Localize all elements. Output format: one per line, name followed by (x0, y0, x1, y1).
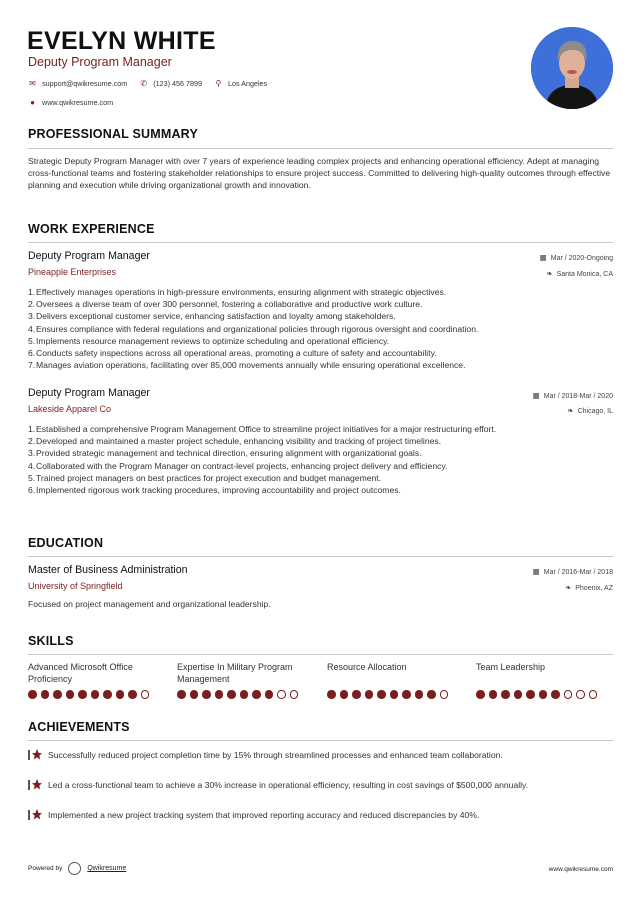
rating-dot-filled (352, 690, 361, 699)
rating-dot-filled (215, 690, 224, 699)
phone-icon: ✆ (140, 79, 148, 88)
contact-website[interactable] (28, 98, 113, 107)
candidate-title: Deputy Program Manager (28, 55, 172, 69)
skill-name: Team Leadership (476, 662, 546, 672)
skill-rating (476, 690, 601, 699)
avatar-portrait (531, 27, 613, 109)
education-dates: ▦ Mar / 2016-Mar / 2018 (532, 567, 613, 576)
education-note: Focused on project management and organizational leadership. (28, 599, 271, 609)
skill-rating (28, 690, 153, 699)
divider (28, 740, 613, 741)
star-icon (28, 749, 48, 761)
rating-dot-empty (290, 690, 299, 699)
rating-dot-empty (589, 690, 598, 699)
rating-dot-filled (501, 690, 510, 699)
rating-dot-filled (116, 690, 125, 699)
brand-link[interactable]: Qwikresume (87, 865, 127, 872)
rating-dot-filled (252, 690, 261, 699)
degree-title: Master of Business Administration (28, 564, 188, 576)
rating-dot-empty (440, 690, 449, 699)
rating-dot-filled (66, 690, 75, 699)
list-item: 6. Implemented rigorous work tracking procedures, improving accountability and project outcomes. (28, 485, 401, 496)
rating-dot-filled (53, 690, 62, 699)
star-icon (28, 779, 48, 791)
qwikresume-logo-icon (68, 862, 81, 875)
job-title: Deputy Program Manager (28, 250, 150, 262)
achievement-item: Successfully reduced project completion time by 15% through streamlined processes and enhanced team collaboration. (28, 749, 613, 761)
rating-dot-filled (402, 690, 411, 699)
contact-phone (139, 79, 202, 88)
section-title-summary: PROFESSIONAL SUMMARY (28, 127, 198, 141)
list-item: 1. Established a comprehensive Program Management Office to streamline project initiatives for a major restructuring effort. (28, 424, 497, 434)
list-item: 6. Conducts safety inspections across all operational areas, promoting a culture of safety and accountability. (28, 348, 437, 359)
list-item: 5. Implements resource management reviews to optimize scheduling and operational efficiency. (28, 335, 390, 346)
summary-text: Strategic Deputy Program Manager with over 7 years of experience leading complex projects and enhancing operational efficiency. Adept at managing cross-functional teams and fostering stakeholder relationships to ensure project success. Committed to delivering high-quality outcomes through effective planning and execution while driving organizational growth and innovation. (28, 156, 611, 191)
phone-text: (123) 456 7899 (153, 79, 202, 88)
rating-dot-filled (415, 690, 424, 699)
candidate-name: EVELYN WHITE (27, 27, 216, 55)
job-location: ❧ Santa Monica, CA (546, 269, 613, 278)
rating-dot-filled (427, 690, 436, 699)
list-item: 3. Delivers exceptional customer service, enhancing satisfaction and loyalty among stakeholders. (28, 311, 396, 322)
job-dates: ▦ Mar / 2020-Ongoing (539, 253, 613, 262)
list-item: 3. Provided strategic management and technical direction, ensuring alignment with organizational goals. (28, 448, 422, 459)
rating-dot-filled (103, 690, 112, 699)
rating-dot-filled (539, 690, 548, 699)
job-bullets (28, 286, 613, 371)
skill-name: Resource Allocation (327, 662, 407, 672)
rating-dot-filled (390, 690, 399, 699)
rating-dot-filled (177, 690, 186, 699)
job-title: Deputy Program Manager (28, 387, 150, 399)
contact-row (28, 79, 279, 88)
skill-rating (327, 690, 452, 699)
footer-powered-by (28, 862, 126, 875)
contact-email[interactable] (28, 79, 127, 88)
calendar-icon: ▦ (532, 391, 540, 400)
rating-dot-filled (190, 690, 199, 699)
section-title-education: EDUCATION (28, 536, 104, 550)
rating-dot-filled (365, 690, 374, 699)
list-item: 2. Oversees a diverse team of over 300 personnel, fostering a collaborative and productive work culture. (28, 299, 423, 310)
job-company: Lakeside Apparel Co (28, 404, 112, 414)
divider (28, 242, 613, 243)
job-company: Pineapple Enterprises (28, 267, 117, 277)
contact-row-website (28, 98, 125, 107)
rating-dot-empty (576, 690, 585, 699)
rating-dot-filled (128, 690, 137, 699)
job-bullets (28, 423, 613, 496)
rating-dot-empty (141, 690, 150, 699)
divider (28, 556, 613, 557)
website-text: www.qwikresume.com (42, 98, 114, 107)
skill-name: Expertise In Military Program Management (177, 662, 293, 684)
rating-dot-filled (551, 690, 560, 699)
education-location: ❧ Phoenix, AZ (564, 583, 613, 592)
rating-dot-filled (377, 690, 386, 699)
rating-dot-filled (41, 690, 50, 699)
location-text: Los Angeles (227, 79, 268, 88)
achievement-item: Led a cross-functional team to achieve a 30% increase in operational efficiency, resulting in cost savings of $500,000 annually. (28, 779, 613, 791)
calendar-icon: ▦ (539, 253, 547, 262)
divider (28, 654, 613, 655)
avatar (531, 27, 613, 109)
rating-dot-filled (240, 690, 249, 699)
rating-dot-filled (78, 690, 87, 699)
list-item: 1. Effectively manages operations in high-pressure environments, ensuring alignment with strategic objectives. (28, 287, 447, 297)
list-item: 4. Ensures compliance with federal regulations and organizational policies through rigorous oversight and coordination. (28, 323, 479, 334)
achievement-item: Implemented a new project tracking system that improved reporting accuracy and reduced discrepancies by 40%. (28, 809, 613, 821)
list-item: 7. Manages aviation operations, facilitating over 85,000 movements annually while ensuring operational excellence. (28, 360, 466, 371)
calendar-icon: ▦ (532, 567, 540, 576)
pushpin-icon: ❧ (567, 406, 574, 415)
map-pin-icon: ⚲ (215, 79, 222, 88)
list-item: 4. Collaborated with the Program Manager on contract-level projects, enhancing project delivery and efficiency. (28, 460, 448, 471)
rating-dot-filled (327, 690, 336, 699)
powered-by-label: Powered by (28, 865, 63, 872)
section-title-experience: WORK EXPERIENCE (28, 222, 155, 236)
envelope-icon: ✉ (29, 79, 36, 88)
rating-dot-empty (277, 690, 286, 699)
section-title-achievements: ACHIEVEMENTS (28, 720, 130, 734)
rating-dot-filled (227, 690, 236, 699)
job-location: ❧ Chicago, IL (567, 406, 613, 415)
rating-dot-filled (526, 690, 535, 699)
rating-dot-filled (340, 690, 349, 699)
rating-dot-filled (202, 690, 211, 699)
section-title-skills: SKILLS (28, 634, 74, 648)
globe-icon: ● (30, 98, 35, 107)
list-item: 2. Developed and maintained a master project schedule, enhancing visibility and tracking of project timelines. (28, 436, 442, 447)
list-item: 5. Trained project managers on best practices for project execution and budget management. (28, 472, 382, 483)
pushpin-icon: ❧ (564, 583, 572, 592)
skill-rating (177, 690, 302, 699)
rating-dot-filled (476, 690, 485, 699)
rating-dot-filled (265, 690, 274, 699)
star-icon (28, 809, 48, 821)
rating-dot-filled (514, 690, 523, 699)
email-text: support@qwikresume.com (42, 79, 128, 88)
contact-location (214, 79, 267, 88)
footer-site-link[interactable]: www.qwikresume.com (548, 866, 613, 873)
rating-dot-filled (28, 690, 37, 699)
divider (28, 148, 613, 149)
rating-dot-empty (564, 690, 573, 699)
rating-dot-filled (489, 690, 498, 699)
rating-dot-filled (91, 690, 100, 699)
skill-name: Advanced Microsoft Office Proficiency (28, 662, 133, 684)
pushpin-icon: ❧ (546, 269, 553, 278)
school-name: University of Springfield (28, 581, 123, 591)
job-dates: ▦ Mar / 2018-Mar / 2020 (532, 391, 613, 400)
